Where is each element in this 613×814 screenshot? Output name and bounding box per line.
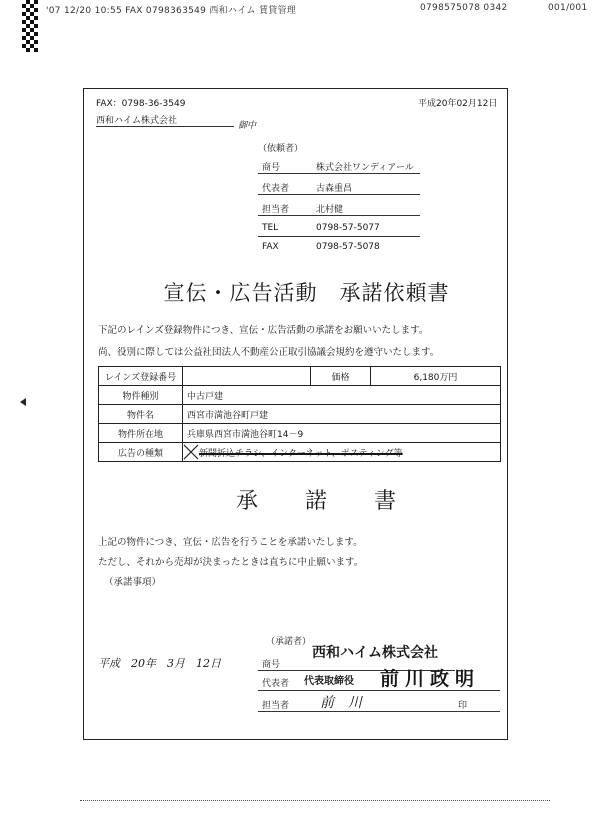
arrow-mark-icon — [20, 398, 26, 406]
registration-number-cell — [183, 367, 311, 386]
requester-company: 株式会社ワンディアール — [316, 163, 414, 173]
requester-tel: 0798-57-5077 — [316, 223, 380, 233]
fax-sync-marks — [22, 0, 38, 52]
sender-fax-number: FAX：0798-36-3549 — [96, 99, 186, 109]
table-label: 物件名 — [99, 405, 183, 424]
request-title: 宣伝・広告活動 承諾依頼書 — [163, 281, 450, 305]
requester-label-fax: FAX — [262, 242, 279, 252]
consenter-company-stamp: 西和ハイム株式会社 — [312, 645, 438, 661]
price-label: 価格 — [311, 367, 371, 386]
consent-title: 承 諾 書 — [235, 489, 397, 514]
recipient-underline — [96, 126, 234, 127]
property-name: 西宮市満池谷町戸建 — [183, 405, 501, 424]
request-body-line: 尚、役別に際しては公益社団法人不動産公正取引協議会規約を遵守いたします。 — [98, 347, 440, 358]
requester-representative: 古森重昌 — [316, 184, 353, 194]
consenter-representative-stamp: 前川政明 — [380, 668, 481, 690]
consenter-heading: （承諾者） — [266, 637, 312, 647]
consenter-underline — [258, 690, 500, 691]
fax-transmission-number: 0798575078 0342 — [420, 3, 508, 13]
request-body-line: 下記のレインズ登録物件につき、宣伝・広告活動の承諾をお願いいたします。 — [98, 325, 429, 336]
recipient-company: 西和ハイム株式会社 — [96, 116, 178, 126]
table-row — [99, 424, 501, 443]
requester-label-contact: 担当者 — [262, 205, 290, 215]
fax-bottom-edge — [80, 800, 550, 801]
consenter-seal-mark: 印 — [458, 701, 468, 711]
fax-page-count: 001/001 — [548, 3, 588, 13]
requester-underline — [258, 194, 420, 195]
requester-contact: 北村健 — [316, 205, 344, 215]
property-address: 兵庫県西宮市満池谷町14－9 — [183, 424, 501, 443]
table-row — [99, 405, 501, 424]
ad-type-cell — [183, 443, 501, 462]
consent-date: 平成 20年 3月 12日 — [98, 657, 221, 670]
consenter-label-representative: 代表者 — [262, 679, 290, 689]
consenter-title-stamp: 代表取締役 — [304, 676, 354, 687]
requester-underline — [258, 236, 420, 237]
property-table — [98, 366, 501, 462]
requester-label-tel: TEL — [262, 223, 279, 233]
requester-underline — [258, 173, 420, 174]
requester-fax: 0798-57-5078 — [316, 242, 380, 252]
table-row — [99, 386, 501, 405]
requester-heading: （依頼者） — [258, 144, 304, 154]
property-type: 中古戸建 — [183, 386, 501, 405]
table-row — [99, 367, 501, 386]
request-date: 平成20年02月12日 — [418, 99, 498, 109]
consenter-label-contact: 担当者 — [262, 701, 290, 711]
recipient-honorific: 御中 — [238, 121, 257, 131]
consent-note: （承諾事項） — [104, 577, 162, 588]
price-value: 6,180万円 — [371, 367, 501, 386]
consenter-underline — [258, 711, 500, 712]
consent-body-line: ただし、それから売却が決まったときは直ちに中止願います。 — [98, 557, 364, 568]
table-label: 物件所在地 — [99, 424, 183, 443]
fax-transmission-header: '07 12/20 10:55 FAX 0798363549 西和ハイム 賃貸管理 — [46, 6, 297, 16]
table-label: レインズ登録番号 — [99, 367, 183, 386]
strike-cross-icon — [183, 444, 199, 460]
ad-type-struck-text: 新聞折込チラシ、インターネット、ポスティング等 — [199, 448, 403, 459]
requester-underline — [258, 215, 420, 216]
consenter-contact-signature: 前川 — [320, 695, 376, 711]
table-label: 広告の種類 — [99, 443, 183, 462]
table-row — [99, 443, 501, 462]
consenter-label-company: 商号 — [262, 660, 281, 670]
requester-label-company: 商号 — [262, 163, 281, 173]
requester-label-representative: 代表者 — [262, 184, 290, 194]
consent-body-line: 上記の物件につき、宣伝・広告を行うことを承諾いたします。 — [98, 537, 363, 548]
table-label: 物件種別 — [99, 386, 183, 405]
